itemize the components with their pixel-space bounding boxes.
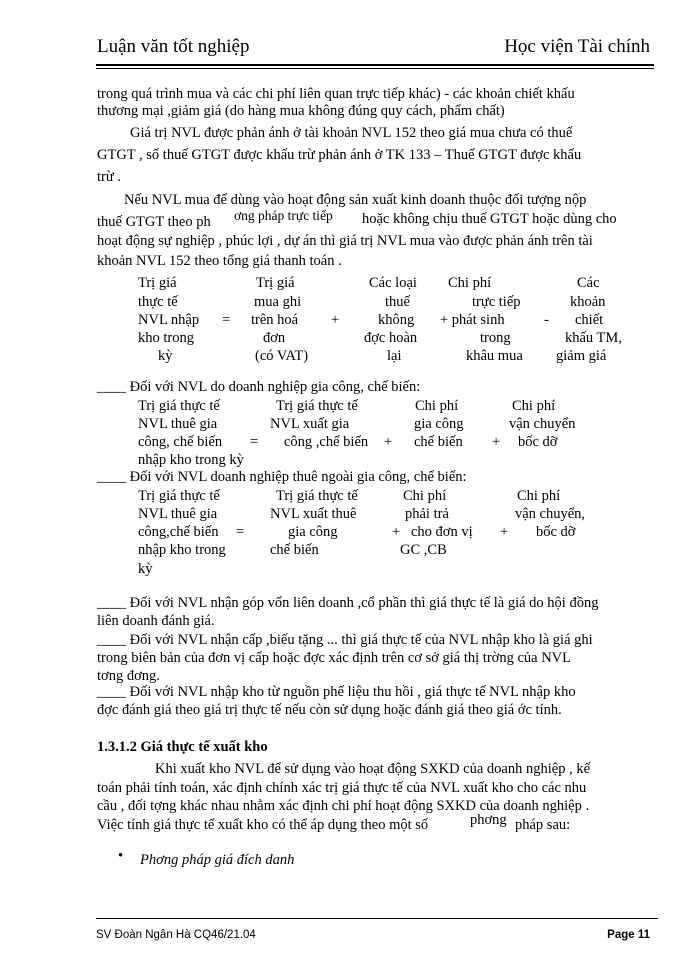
formula-term: vận chuyển, xyxy=(515,506,586,522)
formula-term: kỳ xyxy=(138,561,153,577)
text-line: ____ Đối với NVL do doanh nghiệp gia công, chế biến: xyxy=(97,379,421,395)
bullet-item: Phơng pháp giá đích danh xyxy=(140,852,295,868)
formula-term: khâu mua xyxy=(466,348,523,364)
formula-term: lại xyxy=(387,348,402,364)
formula-term: bốc dỡ xyxy=(518,434,558,450)
formula-term: công, chế biến xyxy=(138,434,223,450)
formula-term: công,chế biến xyxy=(138,524,219,540)
formula-operator: + xyxy=(331,312,340,328)
text-line: trong biên bản của đơn vị cấp hoặc đợc xác định trên cơ sở giá thị trờng của NVL xyxy=(97,650,571,666)
formula-term: mua ghi xyxy=(254,294,302,310)
text-line: Việc tính giá thực tế xuất kho có thể áp dụng theo một số xyxy=(97,817,429,833)
formula-operator: + xyxy=(500,524,509,540)
formula-term: Trị giá xyxy=(256,275,295,291)
text-line: GTGT , số thuế GTGT được khấu trừ phản ánh ở TK 133 – Thuế GTGT được khấu xyxy=(97,147,582,163)
formula-term: NVL thuê gia xyxy=(138,506,218,522)
formula-term: Chi phí xyxy=(403,488,447,504)
header-left-title: Luận văn tốt nghiệp xyxy=(97,36,250,57)
text-fragment: phơng xyxy=(470,812,507,828)
formula-term: gia công xyxy=(414,416,464,432)
formula-term: + phát sinh xyxy=(440,312,505,328)
formula-term: kỳ xyxy=(158,348,173,364)
text-line: Nếu NVL mua để dùng vào hoạt động sản xuất kinh doanh thuộc đối tượng nộp xyxy=(124,192,587,208)
bullet-icon: • xyxy=(118,848,124,864)
formula-term: bốc dỡ xyxy=(536,524,576,540)
text-line: Giá trị NVL được phản ánh ở tài khoản NVL 152 theo giá mua chưa có thuế xyxy=(130,125,573,141)
formula-operator: + xyxy=(384,434,393,450)
text-line: ____ Đối với NVL nhận góp vốn liên doanh ,cổ phần thì giá thực tế là giá do hội đồng xyxy=(97,595,599,611)
formula-term: thực tế xyxy=(138,294,178,310)
text-line: ____ Đối với NVL nhập kho từ nguồn phế liệu thu hồi , giá thực tế NVL nhập kho xyxy=(97,684,576,700)
formula-term: Chi phí xyxy=(512,398,556,414)
text-line: khoản NVL 152 theo tổng giá thanh toán . xyxy=(97,253,342,269)
formula-term: Trị giá thực tế xyxy=(276,398,358,414)
formula-term: vận chuyển xyxy=(509,416,576,432)
text-line: ____ Đối với NVL doanh nghiệp thuê ngoài gia công, chế biến: xyxy=(97,469,467,485)
footer-rule xyxy=(96,918,658,919)
text-line: hoạt động sự nghiệp , phúc lợi , dự án thì giá trị NVL mua vào được phản ánh trên tài xyxy=(97,233,593,249)
formula-operator: + xyxy=(492,434,501,450)
formula-term: cho đơn vị xyxy=(411,524,473,540)
formula-term: Các loại xyxy=(369,275,417,291)
formula-term: Trị giá thực tế xyxy=(138,488,220,504)
text-line: trừ . xyxy=(97,169,121,185)
formula-term: Trị giá thực tế xyxy=(276,488,358,504)
formula-term: NVL nhập xyxy=(138,312,200,328)
footer-page-number: Page 11 xyxy=(607,929,650,941)
text-line: hoặc không chịu thuế GTGT hoặc dùng cho xyxy=(362,211,617,227)
formula-term: chiết xyxy=(575,312,604,328)
text-line: thương mại ,giảm giá (do hàng mua không đúng quy cách, phẩm chất) xyxy=(97,103,505,119)
formula-term: không xyxy=(378,312,415,328)
formula-operator: + xyxy=(392,524,401,540)
formula-term: đợc hoàn xyxy=(364,330,418,346)
footer-author: SV Đoàn Ngân Hà CQ46/21.04 xyxy=(96,929,256,941)
formula-operator: = xyxy=(222,312,231,328)
formula-term: Chi phí xyxy=(517,488,561,504)
formula-term: công ,chế biến xyxy=(284,434,369,450)
formula-term: chế biến xyxy=(270,542,319,558)
text-fragment: ơng pháp trực tiếp xyxy=(234,208,333,223)
formula-operator: = xyxy=(236,524,245,540)
header-right-title: Học viện Tài chính xyxy=(504,36,650,57)
formula-term: nhập kho trong xyxy=(138,542,226,558)
formula-term: Chi phí xyxy=(448,275,492,291)
text-line: trong quá trình mua và các chi phí liên quan trực tiếp khác) - các khoản chiết khấu xyxy=(97,86,575,102)
formula-term: nhập kho trong kỳ xyxy=(138,452,244,468)
formula-term: Trị giá thực tế xyxy=(138,398,220,414)
formula-operator: - xyxy=(544,312,549,328)
formula-term: Trị giá xyxy=(138,275,177,291)
formula-term: (có VAT) xyxy=(255,348,309,364)
formula-term: trên hoá xyxy=(251,312,299,328)
formula-term: GC ,CB xyxy=(400,542,447,558)
formula-term: kho trong xyxy=(138,330,194,346)
formula-term: NVL thuê gia xyxy=(138,416,218,432)
text-line: toán phải tính toán, xác định chính xác trị giá thực tế của NVL xuất kho cho các nhu xyxy=(97,780,587,796)
formula-term: gia công xyxy=(288,524,338,540)
formula-term: Các xyxy=(577,275,600,291)
text-line: tơng đơng. xyxy=(97,668,160,684)
text-line: liên doanh đánh giá. xyxy=(97,613,215,629)
text-line: pháp sau: xyxy=(515,817,571,833)
text-line: thuế GTGT theo ph xyxy=(97,214,211,230)
formula-operator: = xyxy=(250,434,259,450)
formula-term: chế biến xyxy=(414,434,463,450)
formula-term: phải trả xyxy=(405,506,449,522)
text-line: ____ Đối với NVL nhận cấp ,biếu tặng ... thì giá thực tế của NVL nhập kho là giá ghi xyxy=(97,632,593,648)
text-line: cầu , đối tợng khác nhau nhằm xác định chi phí hoạt động SXKD của doanh nghiệp . xyxy=(97,798,590,814)
formula-term: đơn xyxy=(263,330,286,346)
text-line: Khi xuất kho NVL để sử dụng vào hoạt động SXKD của doanh nghiệp , kế xyxy=(155,761,590,777)
formula-term: khoản xyxy=(570,294,606,310)
formula-term: khấu TM, xyxy=(565,330,622,346)
formula-term: trực tiếp xyxy=(472,294,521,310)
formula-term: thuế xyxy=(385,294,410,310)
formula-term: NVL xuất thuê xyxy=(270,506,357,522)
section-heading: 1.3.1.2 Giá thực tế xuất kho xyxy=(97,739,268,755)
formula-term: trong xyxy=(480,330,511,346)
formula-term: giảm giá xyxy=(556,348,607,364)
header-rule-thin xyxy=(96,68,654,69)
text-line: đợc đánh giá theo giá trị thực tế nếu còn sử dụng hoặc đánh giá theo giá ớc tính. xyxy=(97,702,562,718)
formula-term: Chi phí xyxy=(415,398,459,414)
header-rule xyxy=(96,64,654,66)
formula-term: NVL xuất gia xyxy=(270,416,350,432)
